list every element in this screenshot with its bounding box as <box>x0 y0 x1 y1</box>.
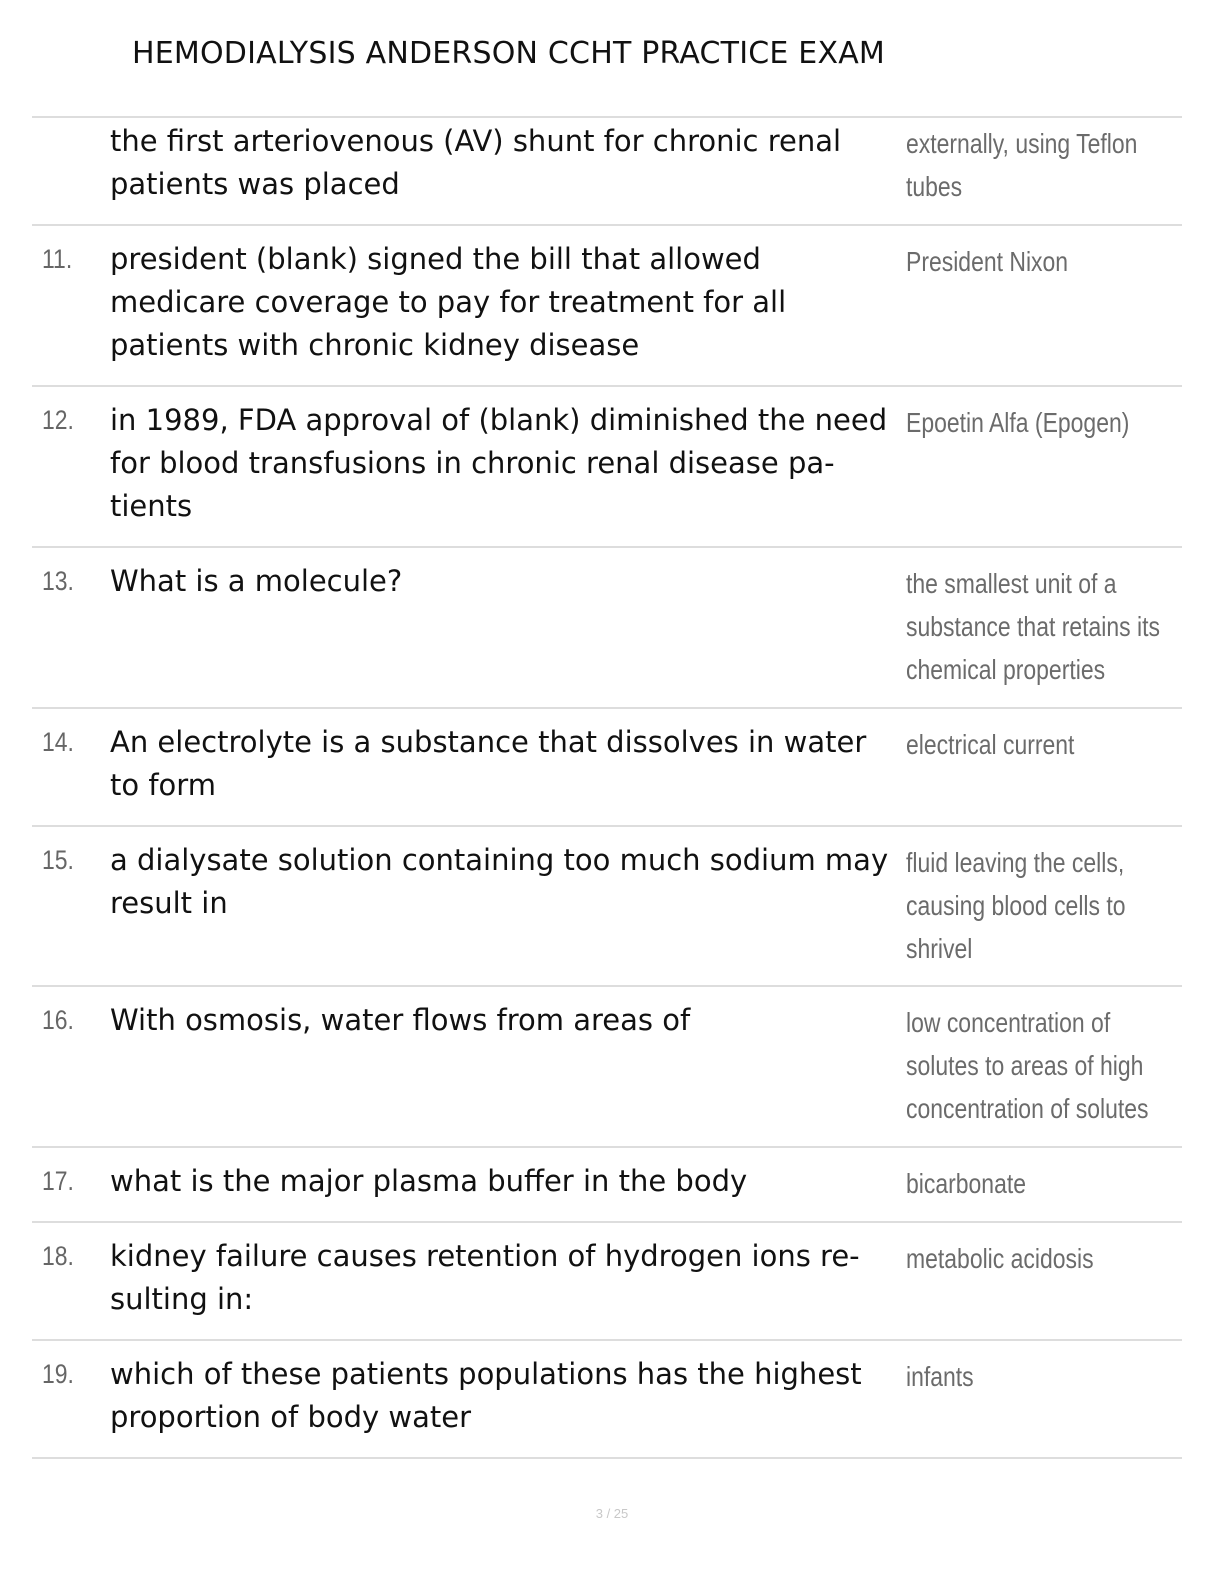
qa-row <box>32 827 1182 987</box>
qa-row <box>32 387 1182 548</box>
answer-text: electrical current <box>906 729 1075 760</box>
question-text: kidney failure causes retention of hydrogen ions re- sulting in: <box>110 1239 860 1316</box>
answer-text: low concentration of solutes to areas of high concentration of solutes <box>906 1007 1149 1124</box>
question-number: 19. <box>42 1359 74 1389</box>
question-text: What is a molecule? <box>110 564 403 598</box>
question-text: the first arteriovenous (AV) shunt for chronic renal patients was placed <box>110 124 842 201</box>
question-number: 16. <box>42 1005 74 1035</box>
qa-row <box>32 226 1182 387</box>
question-number: 18. <box>42 1241 74 1271</box>
answer-text: externally, using Teflon tubes <box>906 128 1138 202</box>
question-number: 13. <box>42 566 74 596</box>
question-number: 12. <box>42 405 74 435</box>
answer-text: President Nixon <box>906 246 1069 277</box>
answer-text: fluid leaving the cells, causing blood cells to shrivel <box>906 847 1126 964</box>
question-text: in 1989, FDA approval of (blank) diminished the need for blood transfusions in chronic renal disease pa- tients <box>110 403 888 523</box>
qa-row <box>32 548 1182 709</box>
qa-table <box>32 116 1182 1459</box>
qa-row <box>32 987 1182 1148</box>
question-number: 11. <box>42 244 73 274</box>
question-number: 17. <box>42 1166 74 1196</box>
question-number: 14. <box>42 727 74 757</box>
document-title: HEMODIALYSIS ANDERSON CCHT PRACTICE EXAM <box>132 36 886 71</box>
answer-text: metabolic acidosis <box>906 1243 1094 1274</box>
question-text: a dialysate solution containing too much sodium may result in <box>110 843 889 920</box>
question-text: what is the major plasma buffer in the body <box>110 1164 748 1198</box>
answer-text: infants <box>906 1361 974 1392</box>
answer-text: the smallest unit of a substance that retains its chemical properties <box>906 568 1160 685</box>
question-text: which of these patients populations has the highest proportion of body water <box>110 1357 862 1434</box>
question-text: With osmosis, water flows from areas of <box>110 1003 691 1037</box>
answer-text: bicarbonate <box>906 1168 1027 1199</box>
page-number: 3 / 25 <box>595 1506 629 1521</box>
qa-row <box>32 1223 1182 1341</box>
qa-row <box>32 1341 1182 1459</box>
qa-row <box>32 1148 1182 1223</box>
qa-row <box>32 118 1182 226</box>
question-number: 15. <box>42 845 74 875</box>
answer-text: Epoetin Alfa (Epogen) <box>906 407 1130 438</box>
qa-row <box>32 709 1182 827</box>
question-text: president (blank) signed the bill that allowed medicare coverage to pay for treatment for all patients with chronic kidney disease <box>110 242 787 362</box>
question-text: An electrolyte is a substance that dissolves in water to form <box>110 725 867 802</box>
